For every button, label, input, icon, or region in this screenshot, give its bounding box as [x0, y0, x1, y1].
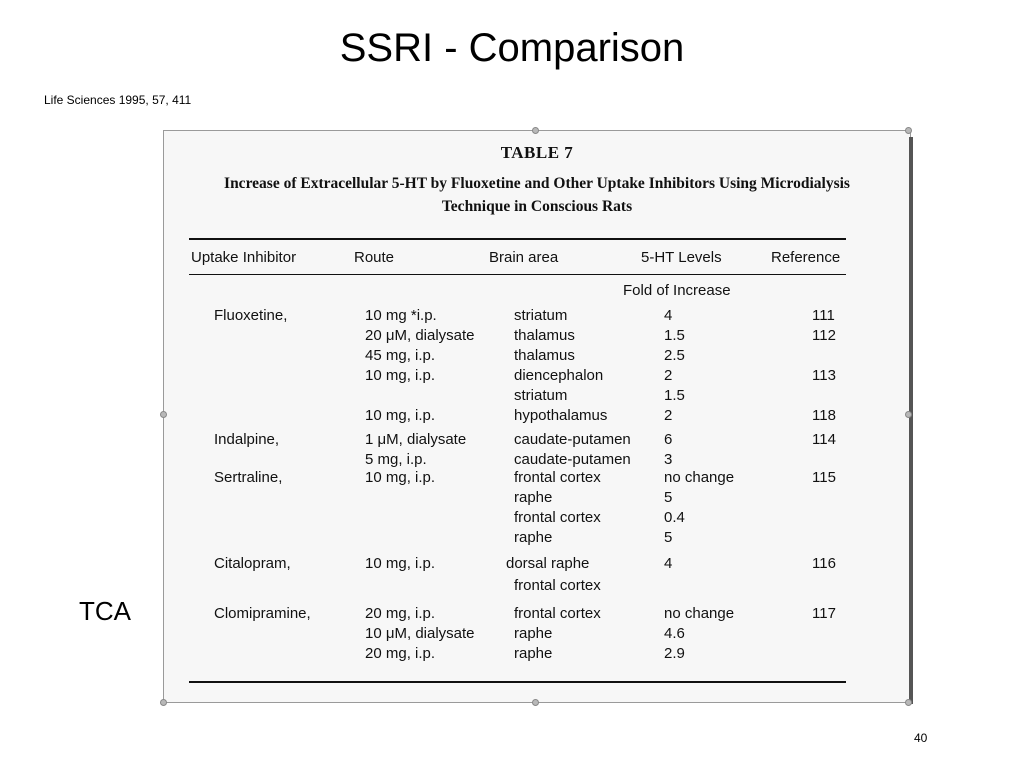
table-title-line2: Technique in Conscious Rats [441, 198, 633, 215]
cell-5ht-level: 3 [664, 451, 673, 468]
page-number: 40 [914, 731, 928, 745]
bottom-rule [189, 681, 846, 683]
cell-reference: 115 [812, 469, 836, 486]
cell-reference: 118 [812, 407, 836, 424]
tca-label: TCA [79, 596, 131, 626]
cell-5ht-level: 2 [664, 367, 673, 384]
resize-handle-bottom-right[interactable] [905, 699, 912, 706]
cell-route: 20 μM, dialysate [365, 327, 475, 344]
cell-5ht-level: 2 [664, 407, 673, 424]
resize-handle-bottom[interactable] [532, 699, 539, 706]
cell-route: 10 mg, i.p. [365, 407, 436, 424]
citation: Life Sciences 1995, 57, 411 [44, 93, 192, 107]
cell-5ht-level: no change [664, 469, 735, 486]
cell-inhibitor: Citalopram, [214, 555, 291, 572]
cell-5ht-level: 4.6 [664, 625, 685, 642]
cell-brain-area: diencephalon [514, 367, 604, 384]
cell-5ht-level: 5 [664, 489, 673, 506]
header-reference: Reference [771, 249, 841, 266]
cell-route: 10 μM, dialysate [365, 625, 475, 642]
cell-brain-area: caudate-putamen [514, 451, 631, 468]
cell-5ht-level: 4 [664, 555, 673, 572]
cell-brain-area: caudate-putamen [514, 431, 631, 448]
resize-handle-top-right[interactable] [905, 127, 912, 134]
resize-handle-left[interactable] [160, 411, 167, 418]
cell-route: 20 mg, i.p. [365, 605, 436, 622]
cell-route: 5 mg, i.p. [365, 451, 427, 468]
cell-route: 10 mg, i.p. [365, 469, 436, 486]
header-brain-area: Brain area [489, 249, 559, 266]
table-image-frame[interactable] [163, 130, 911, 703]
cell-brain-area: frontal cortex [514, 605, 601, 622]
cell-brain-area: striatum [514, 307, 568, 324]
cell-5ht-level: no change [664, 605, 735, 622]
cell-5ht-level: 2.5 [664, 347, 685, 364]
cell-brain-area: raphe [514, 645, 553, 662]
cell-brain-area: raphe [514, 529, 553, 546]
cell-route: 20 mg, i.p. [365, 645, 436, 662]
cell-route: 1 μM, dialysate [365, 431, 467, 448]
cell-5ht-level: 1.5 [664, 327, 685, 344]
header-route: Route [354, 249, 395, 266]
cell-brain-area: thalamus [514, 327, 575, 344]
cell-5ht-level: 5 [664, 529, 673, 546]
slide-title: SSRI - Comparison [339, 26, 685, 70]
cell-brain-area: raphe [514, 489, 553, 506]
cell-reference: 111 [812, 307, 835, 324]
header-uptake-inhibitor: Uptake Inhibitor [191, 249, 297, 266]
cell-5ht-level: 6 [664, 431, 673, 448]
cell-5ht-level: 2.9 [664, 645, 685, 662]
cell-route: 10 mg *i.p. [365, 307, 437, 324]
cell-reference: 117 [812, 605, 836, 622]
header-5ht-levels: 5-HT Levels [641, 249, 722, 266]
cell-brain-area: striatum [514, 387, 568, 404]
cell-inhibitor: Sertraline, [214, 469, 283, 486]
top-rule [189, 238, 846, 240]
resize-handle-top[interactable] [532, 127, 539, 134]
cell-reference: 114 [812, 431, 836, 448]
table-label: TABLE 7 [500, 143, 574, 162]
cell-brain-area: frontal cortex [514, 469, 601, 486]
subheader-fold-of-increase: Fold of Increase [623, 282, 731, 299]
cell-brain-area: raphe [514, 625, 553, 642]
cell-brain-area: dorsal raphe [506, 555, 590, 572]
cell-brain-area: hypothalamus [514, 407, 608, 424]
cell-route: 10 mg, i.p. [365, 367, 436, 384]
header-rule [189, 274, 846, 275]
resize-handle-right[interactable] [905, 411, 912, 418]
frame-shadow [909, 137, 913, 704]
cell-reference: 113 [812, 367, 836, 384]
cell-inhibitor: Clomipramine, [214, 605, 311, 622]
cell-brain-area: frontal cortex [514, 509, 601, 526]
cell-route: 10 mg, i.p. [365, 555, 436, 572]
resize-handle-bottom-left[interactable] [160, 699, 167, 706]
table-title-line1: Increase of Extracellular 5-HT by Fluoxetine and Other Uptake Inhibitors Using Microdialysis [224, 175, 850, 192]
cell-brain-area: frontal cortex [514, 577, 601, 594]
cell-reference: 116 [812, 555, 836, 572]
cell-route: 45 mg, i.p. [365, 347, 436, 364]
cell-5ht-level: 1.5 [664, 387, 685, 404]
cell-brain-area: thalamus [514, 347, 575, 364]
cell-inhibitor: Fluoxetine, [214, 307, 288, 324]
cell-5ht-level: 0.4 [664, 509, 685, 526]
cell-reference: 112 [812, 327, 836, 344]
cell-5ht-level: 4 [664, 307, 673, 324]
cell-inhibitor: Indalpine, [214, 431, 280, 448]
